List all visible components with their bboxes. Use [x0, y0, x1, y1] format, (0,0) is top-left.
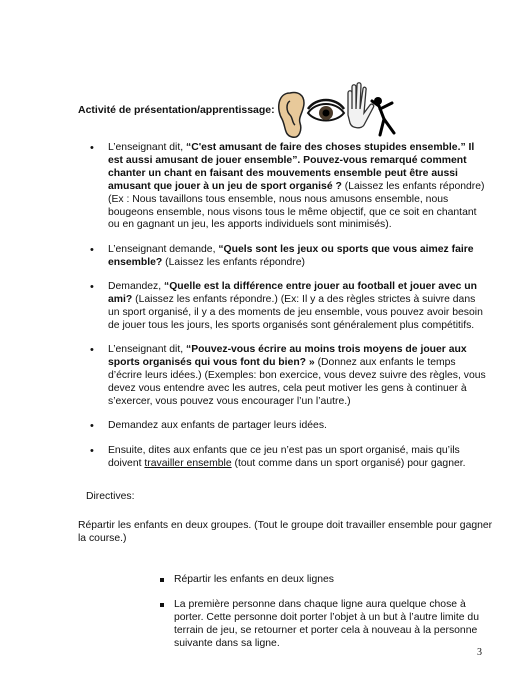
ear-icon [279, 92, 304, 137]
bullet-item: • Ensuite, dites aux enfants que ce jeu n’est pas un sport organisé, mais qu’ils doivent travailler ensemble (tout comme dans un sport organisé) pour gagner. [78, 445, 488, 471]
page-number: 3 [477, 647, 482, 658]
bullet-item: • L’enseignant demande, “Quels sont les jeux ou sports que vous aimez faire ensemble? (Laissez les enfants répondre) [78, 244, 488, 270]
learning-style-icons [276, 79, 398, 145]
directives-steps [157, 574, 495, 663]
hand-icon [348, 83, 374, 128]
activity-heading: Activité de présentation/apprentissage: [78, 104, 275, 116]
step-item: La première personne dans chaque ligne aura quelque chose à porter. Cette personne doit porter l’objet à un but à l’autre limite du terrain de jeu, se retourner et porter cela à nouveau à la personne suivante dans sa ligne. [157, 599, 495, 651]
bullet-item: • Demandez, “Quelle est la différence entre jouer au football et jouer avec un ami? (Laissez les enfants répondre.) (Ex: Il y a des règles strictes à suivre dans un sport organisé, il y a des moments de jeu ensemble, vous pouvez avoir besoin de jouer tous les jours, les sports organisés sont généralement plus compétitifs. [78, 281, 488, 333]
eye-icon [308, 100, 344, 121]
discussion-bullets [78, 142, 488, 482]
stretching-person-icon [372, 97, 394, 135]
bullet-item: • L’enseignant dit, “Pouvez-vous écrire au moins trois moyens de jouer aux sports organisés qui vous font du bien? » (Donnez aux enfants le temps d’écrire leurs idées.) (Exemples: bon exercice, vous devez suivre des règles, vous devez vous entendre avec les autres, cela peut motiver les gens à continuer à s’exercer, vous pouvez vous encourager l’un l’autre.) [78, 344, 488, 409]
bullet-item: • Demandez aux enfants de partager leurs idées. [78, 420, 488, 433]
directives-paragraph: Répartir les enfants en deux groupes. (Tout le groupe doit travailler ensemble pour gagner la course.) [78, 520, 493, 544]
bullet-item: • L’enseignant dit, “C'est amusant de faire des choses stupides ensemble.” Il est aussi amusant de jouer ensemble”. Pouvez-vous remarqué comment chanter un chant en faisant des mouvements ensemble peut être aussi amusant que jouer à un jeu de sport organisé ? (Laissez les enfants répondre) (Ex : Nous tavaillons tous ensemble, nous nous amusons ensemble, nous bougeons ensemble, nous visons tous le même objectif, que ce soit en chantant ou en gagnant un jeu, les apports individuels sont minimisés). [78, 142, 488, 232]
directives-label: Directives: [86, 491, 135, 502]
step-item: Répartir les enfants en deux lignes [157, 574, 495, 587]
